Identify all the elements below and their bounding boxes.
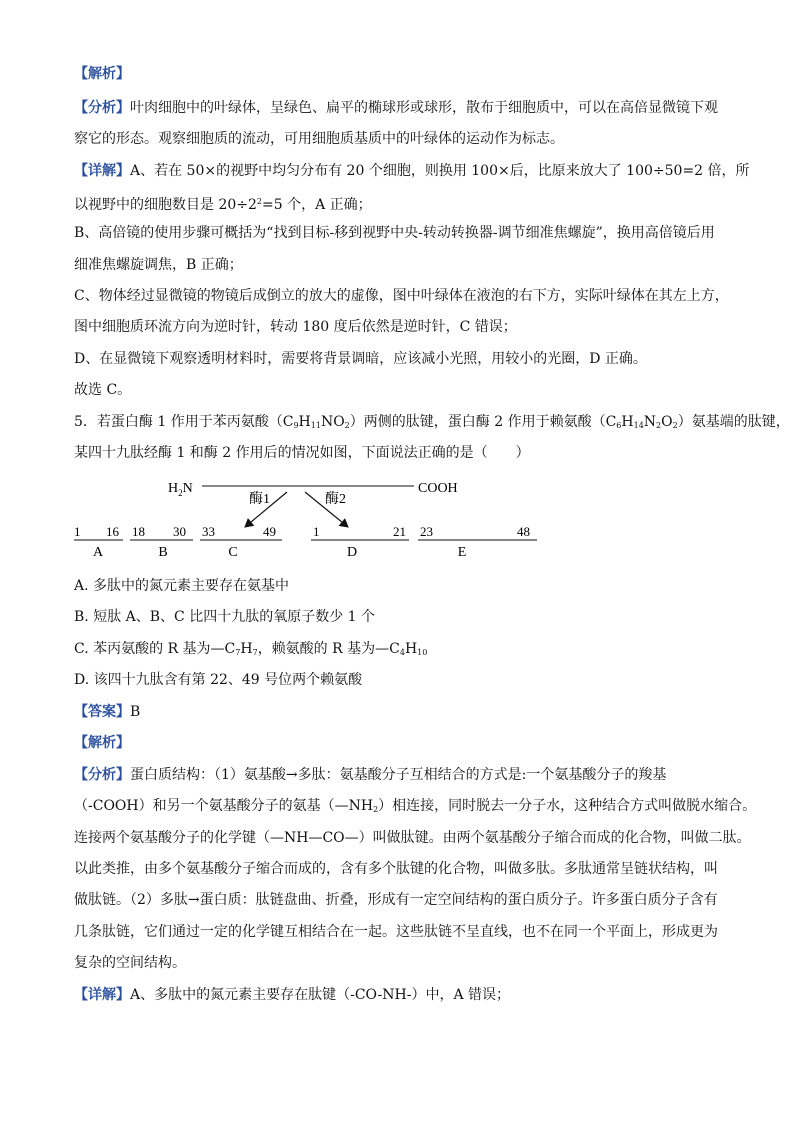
analysis-line: 【分析】蛋白质结构：（1）氨基酸→多肽：氨基酸分子互相结合的方式是:一个氨基酸分子的羧基	[74, 767, 667, 783]
segment-e-label: E	[457, 545, 467, 560]
section-label-jiexi: 【解析】	[74, 66, 130, 82]
carboxyl-terminus: COOH	[418, 481, 458, 496]
peptide-diagram	[0, 470, 794, 570]
analysis-line: 复杂的空间结构。	[74, 955, 186, 971]
option-d-explanation: D、在显微镜下观察透明材料时，需要将背景调暗，应该减小光照，用较小的光圈，D 正确。	[74, 351, 647, 367]
option-c-explanation: C、物体经过显微镜的物镜后成倒立的放大的虚像，图中叶绿体在液泡的右下方，实际叶绿体在其左上方，	[74, 288, 729, 304]
analysis-line: 【分析】叶肉细胞中的叶绿体，呈绿色、扁平的椭球形或球形，散布于细胞质中，可以在高倍显微镜下观	[74, 100, 718, 116]
answer: 【答案】B	[74, 704, 141, 720]
question-5-stem: 某四十九肽经酶 1 和酶 2 作用后的情况如图，下面说法正确的是（ ）	[74, 445, 530, 461]
conclusion: 故选 C。	[74, 382, 132, 398]
detail-line: 【详解】A、若在 50×的视野中均匀分布有 20 个细胞，则换用 100×后，比原来放大了 100÷50=2 倍，所	[74, 163, 750, 179]
segment-a-start: 1	[74, 524, 81, 539]
segment-a-label: A	[92, 545, 104, 560]
option-c-explanation: 图中细胞质环流方向为逆时针，转动 180 度后依然是逆时针，C 错误；	[74, 319, 517, 335]
option-b: B. 短肽 A、B、C 比四十九肽的氧原子数少 1 个	[74, 609, 376, 625]
segment-e-end: 48	[517, 524, 530, 539]
segment-d-end: 21	[393, 524, 406, 539]
segment-c-label: C	[228, 545, 238, 560]
segment-b-start: 18	[132, 524, 145, 539]
analysis-line: 以此类推，由多个氨基酸分子缩合而成的，含有多个肽键的化合物，叫做多肽。多肽通常呈链状结构，叫	[74, 861, 718, 877]
segment-c-end: 49	[263, 524, 276, 539]
enzyme-2-label: 酶2	[325, 492, 346, 507]
analysis-line: 做肽链。（2）多肽→蛋白质：肽链盘曲、折叠，形成有一定空间结构的蛋白质分子。许多蛋白质分子含有	[74, 892, 718, 908]
segment-b-label: B	[158, 545, 168, 560]
option-b-explanation: 细准焦螺旋调焦，B 正确；	[74, 257, 243, 273]
option-d: D. 该四十九肽含有第 22、49 号位两个赖氨酸	[74, 672, 363, 688]
analysis-line: 连接两个氨基酸分子的化学键（—NH—CO—）叫做肽键。由两个氨基酸分子缩合而成的化合物，叫做二肽。	[74, 830, 751, 846]
analysis-line: （-COOH）和另一个氨基酸分子的氨基（—NH2）相连接，同时脱去一分子水，这种结合方式叫做脱水缩合。	[74, 798, 757, 814]
analysis-line: 几条肽链，它们通过一定的化学键互相结合在一起。这些肽链不呈直线，也不在同一个平面上，形成更为	[74, 924, 718, 940]
segment-d-start: 1	[313, 524, 320, 539]
question-5-stem: 5．若蛋白酶 1 作用于苯丙氨酸（C9H11NO2）两侧的肽键，蛋白酶 2 作用于赖氨酸（C6H14N2O2）氨基端的肽键，	[74, 414, 790, 430]
segment-a-end: 16	[106, 524, 119, 539]
segment-e-start: 23	[420, 524, 433, 539]
enzyme-1-label: 酶1	[249, 492, 270, 507]
segment-c-start: 33	[202, 524, 215, 539]
amino-terminus: $H_2N$	[168, 481, 193, 498]
option-c: C. 苯丙氨酸的 R 基为—C7H7，赖氨酸的 R 基为—C4H10	[74, 641, 428, 657]
analysis-line: 察它的形态。观察细胞质的流动，可用细胞质基质中的叶绿体的运动作为标志。	[74, 131, 564, 147]
option-b-explanation: B、高倍镜的使用步骤可概括为“找到目标-移到视野中央-转动转换器-调节细准焦螺旋”，换用高倍镜后用	[74, 225, 715, 241]
section-label-jiexi: 【解析】	[74, 735, 130, 751]
detail-line: 【详解】A、多肽中的氮元素主要存在肽键（-CO-NH-）中，A 错误；	[74, 987, 511, 1003]
option-a: A. 多肽中的氮元素主要存在氨基中	[74, 578, 290, 594]
segment-b-end: 30	[173, 524, 186, 539]
detail-line: 以视野中的细胞数目是 $20\div 2^2=5$ 个，A 正确；	[74, 197, 372, 213]
segment-d-label: D	[346, 545, 358, 560]
